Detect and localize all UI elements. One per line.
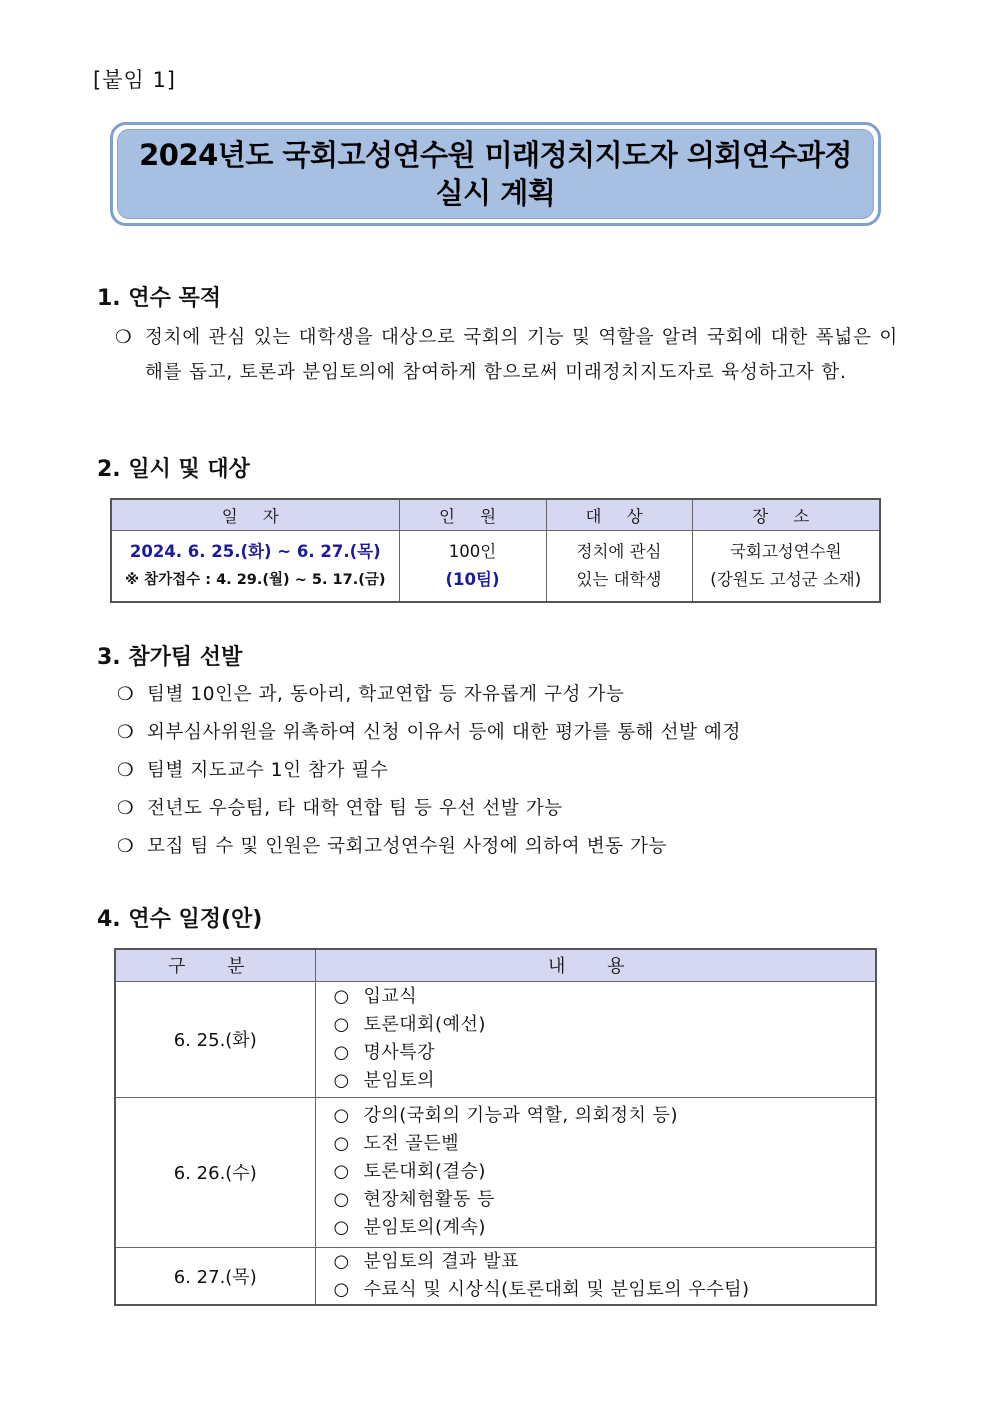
schedule-item: ○ 도전 골든벨 (334, 1130, 876, 1158)
title-box (110, 122, 881, 226)
training-schedule-table (114, 948, 877, 1306)
list-item (117, 680, 624, 706)
section-3-heading: 3. 참가팀 선발 (97, 645, 243, 670)
circle-bullet-icon: ○ (333, 1070, 350, 1091)
schedule-items (315, 1247, 876, 1305)
schedule-item: ○ 분임토의(계속) (334, 1214, 876, 1242)
circle-bullet-icon: ○ (333, 1189, 350, 1210)
schedule-date: 6. 27.(목) (115, 1247, 315, 1305)
list-item-text: 전년도 우승팀, 타 대학 연합 팀 등 우선 선발 가능 (147, 798, 563, 819)
circle-bullet-icon: ❍ (117, 760, 135, 781)
schedule-item: ○ 수료식 및 시상식(토론대회 및 분임토의 우수팀) (334, 1276, 876, 1304)
target-line-1: 정치에 관심 (576, 541, 662, 561)
table-row (115, 981, 876, 1097)
circle-bullet-icon: ○ (333, 1161, 350, 1182)
schedule-date: 6. 26.(수) (115, 1097, 315, 1247)
title-line-1: 2024년도 국회고성연수원 미래정치지도자 의회연수과정 (139, 138, 852, 172)
circle-bullet-icon: ○ (333, 986, 350, 1007)
schedule-item: ○ 강의(국회의 기능과 역할, 의회정치 등) (334, 1102, 876, 1130)
schedule-item: ○ 입교식 (334, 983, 876, 1011)
list-item-text: 팀별 10인은 과, 동아리, 학교연합 등 자유롭게 구성 가능 (147, 684, 625, 705)
table-header-row (111, 499, 880, 530)
schedule-overview-table (110, 498, 881, 603)
place-line-1: 국회고성연수원 (729, 541, 842, 561)
list-item-text: 외부심사위원을 위촉하여 신청 이유서 등에 대한 평가를 통해 선발 예정 (147, 722, 741, 743)
list-item (117, 756, 388, 782)
table-row (115, 1097, 876, 1247)
circle-bullet-icon: ❍ (117, 722, 135, 743)
header-target: 대 상 (546, 499, 692, 530)
people-sub: (10팀) (445, 569, 500, 589)
list-item (117, 718, 741, 744)
cell-place (692, 530, 880, 602)
schedule-items (315, 981, 876, 1097)
target-line-2: 있는 대학생 (576, 569, 662, 589)
schedule-item: ○ 현장체험활동 등 (334, 1186, 876, 1214)
list-item-text: 팀별 지도교수 1인 참가 필수 (147, 760, 389, 781)
title-inner (117, 129, 874, 219)
circle-bullet-icon: ○ (333, 1250, 350, 1272)
section-1-text: 정치에 관심 있는 대학생을 대상으로 국회의 기능 및 역할을 알려 국회에 대한 폭넓은 이해를 돕고, 토론과 분임토의에 참여하게 함으로써 미래정치지도자로 육성하고자 함. (145, 327, 898, 383)
bullet-icon: ❍ (115, 327, 132, 348)
circle-bullet-icon: ○ (333, 1133, 350, 1154)
circle-bullet-icon: ❍ (117, 836, 135, 857)
date-main: 2024. 6. 25.(화) ~ 6. 27.(목) (129, 541, 381, 561)
circle-bullet-icon: ❍ (117, 684, 135, 705)
date-note: ※ 참가접수 : 4. 29.(월) ~ 5. 17.(금) (125, 571, 386, 588)
circle-bullet-icon: ❍ (117, 798, 135, 819)
schedule-item: ○ 명사특강 (334, 1039, 876, 1067)
circle-bullet-icon: ○ (333, 1278, 350, 1300)
schedule-item: ○ 토론대회(결승) (334, 1158, 876, 1186)
cell-target (546, 530, 692, 602)
circle-bullet-icon: ○ (333, 1105, 350, 1126)
header-content: 내 용 (315, 949, 876, 981)
header-people: 인 원 (399, 499, 546, 530)
cell-people (399, 530, 546, 602)
table-header-row (115, 949, 876, 981)
list-item (117, 794, 563, 820)
table-row (111, 530, 880, 602)
schedule-item: ○ 토론대회(예선) (334, 1011, 876, 1039)
attachment-label: [붙임 1] (93, 68, 176, 92)
schedule-items (315, 1097, 876, 1247)
people-main: 100인 (448, 541, 497, 561)
section-4-heading: 4. 연수 일정(안) (97, 907, 263, 932)
cell-date (111, 530, 399, 602)
section-1-heading: 1. 연수 목적 (97, 286, 221, 311)
schedule-date: 6. 25.(화) (115, 981, 315, 1097)
table-row (115, 1247, 876, 1305)
circle-bullet-icon: ○ (333, 1217, 350, 1238)
circle-bullet-icon: ○ (333, 1042, 350, 1063)
title-line-2: 실시 계획 (435, 176, 556, 210)
place-line-2: (강원도 고성군 소재) (710, 569, 862, 589)
header-division: 구 분 (115, 949, 315, 981)
schedule-item: ○ 분임토의 결과 발표 (334, 1248, 876, 1276)
section-2-heading: 2. 일시 및 대상 (97, 457, 250, 482)
header-place: 장 소 (692, 499, 880, 530)
section-1-paragraph (115, 320, 898, 390)
circle-bullet-icon: ○ (333, 1014, 350, 1035)
list-item-text: 모집 팀 수 및 인원은 국회고성연수원 사정에 의하여 변동 가능 (147, 836, 668, 857)
header-date: 일 자 (111, 499, 399, 530)
list-item (117, 832, 667, 858)
schedule-item: ○ 분임토의 (334, 1067, 876, 1095)
